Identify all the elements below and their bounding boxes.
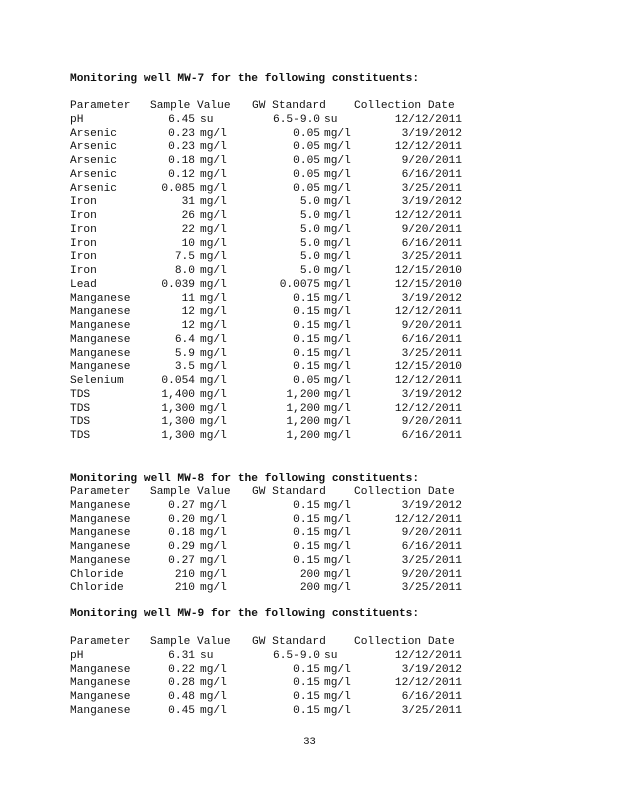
gw-standard-cell: 0.15 (293, 527, 320, 540)
gw-standard-unit-cell: mg/l (324, 499, 351, 512)
sample-unit-cell: mg/l (200, 663, 227, 676)
table-row (70, 582, 470, 596)
table-row (70, 183, 470, 197)
sample-unit-cell: mg/l (200, 306, 227, 319)
table-row (70, 306, 470, 320)
table-row (70, 650, 470, 664)
collection-date-cell: 9/20/2011 (401, 568, 462, 581)
table-row (70, 320, 470, 334)
gw-standard-cell: 6.5-9.0 (273, 649, 320, 662)
sample-unit-cell: mg/l (200, 251, 227, 264)
collection-date-cell: 3/19/2012 (401, 196, 462, 209)
sample-value-cell: 0.22 (168, 663, 195, 676)
collection-date-cell: 3/25/2011 (401, 347, 462, 360)
collection-date-cell: 9/20/2011 (401, 320, 462, 332)
collection-date-cell: 12/15/2010 (394, 278, 462, 291)
gw-standard-unit-cell: mg/l (324, 292, 351, 305)
table-mw7 (70, 100, 470, 444)
parameter-cell: Arsenic (70, 155, 117, 167)
sample-value-cell: 22 (181, 223, 195, 236)
sample-unit-cell: mg/l (200, 388, 227, 401)
collection-date-cell: 12/12/2011 (394, 141, 462, 154)
collection-date-cell: 9/20/2011 (401, 527, 462, 540)
collection-date-cell: 3/25/2011 (401, 582, 462, 595)
collection-date-cell: 12/12/2011 (394, 649, 462, 662)
parameter-cell: Iron (70, 223, 97, 236)
parameter-cell: Manganese (70, 541, 131, 553)
gw-standard-cell: 0.15 (293, 320, 320, 332)
collection-date-cell: 3/19/2012 (401, 499, 462, 512)
sample-value-cell: 26 (181, 210, 195, 222)
table-row (70, 224, 470, 238)
parameter-cell: Manganese (70, 513, 131, 526)
table-row (70, 155, 470, 169)
table-row (70, 361, 470, 375)
table-row (70, 705, 470, 719)
sample-unit-cell: mg/l (200, 361, 227, 374)
parameter-cell: pH (70, 113, 84, 126)
sample-unit-cell: mg/l (200, 568, 227, 581)
gw-standard-cell: 0.15 (293, 333, 320, 346)
sample-value-cell: 12 (181, 320, 195, 332)
table-row (70, 265, 470, 279)
gw-standard-unit-cell: mg/l (324, 388, 351, 401)
gw-standard-unit-cell: mg/l (324, 554, 351, 567)
collection-date-cell: 6/16/2011 (401, 237, 462, 250)
gw-standard-unit-cell: mg/l (324, 663, 351, 676)
gw-standard-cell: 0.15 (293, 306, 320, 319)
table-row (70, 514, 470, 528)
gw-standard-unit-cell: mg/l (324, 677, 351, 690)
gw-standard-cell: 5.0 (299, 196, 320, 209)
sample-unit-cell: mg/l (200, 677, 227, 690)
sample-value-cell: 0.039 (161, 278, 195, 291)
gw-standard-cell: 0.05 (293, 168, 320, 181)
sample-unit-cell: mg/l (200, 430, 227, 442)
sample-value-cell: 0.48 (168, 691, 195, 703)
gw-standard-cell: 0.05 (293, 375, 320, 387)
gw-standard-cell: 0.15 (293, 513, 320, 526)
sample-unit-cell: mg/l (200, 554, 227, 567)
parameter-cell: Chloride (70, 582, 124, 595)
collection-date-cell: 6/16/2011 (401, 541, 462, 553)
gw-standard-cell: 0.15 (293, 691, 320, 703)
parameter-cell: pH (70, 649, 84, 662)
gw-standard-cell: 1,200 (286, 388, 320, 401)
parameter-cell: Iron (70, 251, 97, 264)
parameter-cell: Manganese (70, 361, 131, 374)
table-row (70, 293, 470, 307)
sample-unit-cell: mg/l (200, 402, 227, 415)
parameter-cell: Manganese (70, 333, 131, 346)
collection-date-cell: 3/19/2012 (401, 388, 462, 401)
parameter-cell: Chloride (70, 568, 124, 581)
gw-standard-cell: 0.05 (293, 127, 320, 140)
column-header: Sample Value (150, 486, 231, 498)
parameter-cell: Manganese (70, 554, 131, 567)
table-row (70, 527, 470, 541)
gw-standard-cell: 0.15 (293, 541, 320, 553)
collection-date-cell: 12/12/2011 (394, 375, 462, 387)
gw-standard-unit-cell: mg/l (324, 320, 351, 332)
collection-date-cell: 12/12/2011 (394, 513, 462, 526)
table-header (70, 100, 470, 114)
gw-standard-unit-cell: mg/l (324, 430, 351, 442)
gw-standard-cell: 5.0 (299, 265, 320, 277)
gw-standard-cell: 0.15 (293, 347, 320, 360)
gw-standard-cell: 0.05 (293, 141, 320, 154)
collection-date-cell: 6/16/2011 (401, 168, 462, 181)
sample-unit-cell: mg/l (200, 691, 227, 703)
gw-standard-unit-cell: mg/l (324, 168, 351, 181)
sample-unit-cell: mg/l (200, 704, 227, 717)
gw-standard-unit-cell: mg/l (324, 704, 351, 717)
sample-value-cell: 1,300 (161, 402, 195, 415)
column-header: GW Standard (252, 486, 326, 498)
column-header: Collection Date (354, 636, 455, 648)
parameter-cell: Arsenic (70, 141, 117, 154)
table-row (70, 279, 470, 293)
collection-date-cell: 9/20/2011 (401, 223, 462, 236)
collection-date-cell: 6/16/2011 (401, 333, 462, 346)
sample-value-cell: 0.12 (168, 168, 195, 181)
collection-date-cell: 9/20/2011 (401, 155, 462, 167)
parameter-cell: TDS (70, 416, 91, 429)
gw-standard-cell: 1,200 (286, 402, 320, 415)
parameter-cell: Manganese (70, 320, 131, 332)
gw-standard-cell: 5.0 (299, 210, 320, 222)
section-title-mw7: Monitoring well MW-7 for the following constituents: (70, 73, 420, 85)
gw-standard-unit-cell: mg/l (324, 278, 351, 291)
collection-date-cell: 12/12/2011 (394, 677, 462, 690)
gw-standard-cell: 1,200 (286, 416, 320, 429)
sample-unit-cell: mg/l (200, 541, 227, 553)
section-title-mw8: Monitoring well MW-8 for the following constituents: (70, 473, 420, 485)
sample-value-cell: 0.18 (168, 155, 195, 167)
sample-value-cell: 8.0 (174, 265, 195, 277)
gw-standard-unit-cell: mg/l (324, 306, 351, 319)
sample-value-cell: 0.23 (168, 127, 195, 140)
table-row (70, 430, 470, 444)
sample-unit-cell: mg/l (200, 127, 227, 140)
sample-value-cell: 6.31 (168, 649, 195, 662)
collection-date-cell: 3/25/2011 (401, 182, 462, 195)
collection-date-cell: 6/16/2011 (401, 691, 462, 703)
parameter-cell: Iron (70, 196, 97, 209)
table-header (70, 486, 470, 500)
gw-standard-unit-cell: mg/l (324, 223, 351, 236)
parameter-cell: Arsenic (70, 127, 117, 140)
gw-standard-unit-cell: mg/l (324, 691, 351, 703)
sample-value-cell: 6.45 (168, 113, 195, 126)
column-header: Sample Value (150, 100, 231, 112)
table-row (70, 555, 470, 569)
collection-date-cell: 3/25/2011 (401, 554, 462, 567)
gw-standard-unit-cell: mg/l (324, 251, 351, 264)
gw-standard-cell: 200 (299, 568, 320, 581)
collection-date-cell: 3/19/2012 (401, 663, 462, 676)
sample-value-cell: 12 (181, 306, 195, 319)
gw-standard-cell: 0.15 (293, 663, 320, 676)
collection-date-cell: 12/12/2011 (394, 402, 462, 415)
sample-value-cell: 10 (181, 237, 195, 250)
table-row (70, 500, 470, 514)
parameter-cell: Arsenic (70, 182, 117, 195)
collection-date-cell: 12/12/2011 (394, 210, 462, 222)
gw-standard-unit-cell: mg/l (324, 513, 351, 526)
sample-unit-cell: mg/l (200, 513, 227, 526)
gw-standard-cell: 0.15 (293, 704, 320, 717)
gw-standard-cell: 0.05 (293, 182, 320, 195)
table-row (70, 541, 470, 555)
table-row (70, 169, 470, 183)
gw-standard-cell: 5.0 (299, 251, 320, 264)
gw-standard-unit-cell: mg/l (324, 333, 351, 346)
table-row (70, 334, 470, 348)
sample-value-cell: 0.054 (161, 375, 195, 387)
sample-value-cell: 0.45 (168, 704, 195, 717)
sample-value-cell: 31 (181, 196, 195, 209)
gw-standard-cell: 0.15 (293, 554, 320, 567)
gw-standard-unit-cell: mg/l (324, 210, 351, 222)
collection-date-cell: 12/15/2010 (394, 361, 462, 374)
table-row (70, 677, 470, 691)
parameter-cell: Manganese (70, 499, 131, 512)
sample-unit-cell: mg/l (200, 141, 227, 154)
gw-standard-cell: 200 (299, 582, 320, 595)
sample-unit-cell: mg/l (200, 155, 227, 167)
table-row (70, 389, 470, 403)
sample-unit-cell: mg/l (200, 278, 227, 291)
parameter-cell: Manganese (70, 704, 131, 717)
sample-value-cell: 210 (174, 568, 195, 581)
parameter-cell: Manganese (70, 527, 131, 540)
sample-unit-cell: mg/l (200, 320, 227, 332)
column-header: Parameter (70, 100, 131, 112)
sample-value-cell: 1,300 (161, 430, 195, 442)
gw-standard-unit-cell: mg/l (324, 182, 351, 195)
sample-value-cell: 6.4 (174, 333, 195, 346)
collection-date-cell: 9/20/2011 (401, 416, 462, 429)
sample-value-cell: 0.27 (168, 499, 195, 512)
gw-standard-cell: 0.0075 (279, 278, 320, 291)
table-row (70, 569, 470, 583)
parameter-cell: Manganese (70, 663, 131, 676)
page-number: 33 (303, 736, 316, 748)
table-row (70, 114, 470, 128)
sample-value-cell: 0.085 (161, 182, 195, 195)
table-row (70, 348, 470, 362)
gw-standard-unit-cell: su (324, 649, 338, 662)
table-header (70, 636, 470, 650)
table-row (70, 196, 470, 210)
table-row (70, 691, 470, 705)
table-mw8 (70, 486, 470, 596)
gw-standard-cell: 0.15 (293, 361, 320, 374)
gw-standard-unit-cell: su (324, 113, 338, 126)
sample-value-cell: 0.28 (168, 677, 195, 690)
sample-value-cell: 11 (181, 292, 195, 305)
gw-standard-unit-cell: mg/l (324, 237, 351, 250)
gw-standard-unit-cell: mg/l (324, 582, 351, 595)
collection-date-cell: 12/12/2011 (394, 113, 462, 126)
sample-value-cell: 0.20 (168, 513, 195, 526)
collection-date-cell: 6/16/2011 (401, 430, 462, 442)
gw-standard-unit-cell: mg/l (324, 155, 351, 167)
column-header: Collection Date (354, 486, 455, 498)
sample-value-cell: 3.5 (174, 361, 195, 374)
column-header: Parameter (70, 486, 131, 498)
gw-standard-unit-cell: mg/l (324, 265, 351, 277)
gw-standard-unit-cell: mg/l (324, 416, 351, 429)
gw-standard-unit-cell: mg/l (324, 196, 351, 209)
table-row (70, 251, 470, 265)
gw-standard-cell: 0.15 (293, 677, 320, 690)
sample-unit-cell: mg/l (200, 196, 227, 209)
sample-unit-cell: mg/l (200, 582, 227, 595)
parameter-cell: Iron (70, 265, 97, 277)
collection-date-cell: 12/15/2010 (394, 265, 462, 277)
sample-unit-cell: mg/l (200, 223, 227, 236)
sample-unit-cell: mg/l (200, 292, 227, 305)
parameter-cell: TDS (70, 388, 91, 401)
gw-standard-cell: 0.05 (293, 155, 320, 167)
sample-unit-cell: mg/l (200, 168, 227, 181)
sample-unit-cell: mg/l (200, 527, 227, 540)
parameter-cell: Manganese (70, 306, 131, 319)
parameter-cell: Iron (70, 237, 97, 250)
table-row (70, 128, 470, 142)
parameter-cell: Lead (70, 278, 97, 291)
parameter-cell: Arsenic (70, 168, 117, 181)
gw-standard-cell: 0.15 (293, 292, 320, 305)
collection-date-cell: 12/12/2011 (394, 306, 462, 319)
sample-value-cell: 0.27 (168, 554, 195, 567)
sample-value-cell: 7.5 (174, 251, 195, 264)
column-header: GW Standard (252, 100, 326, 112)
table-row (70, 210, 470, 224)
gw-standard-unit-cell: mg/l (324, 568, 351, 581)
column-header: Collection Date (354, 100, 455, 112)
collection-date-cell: 3/19/2012 (401, 127, 462, 140)
sample-value-cell: 5.9 (174, 347, 195, 360)
table-row (70, 238, 470, 252)
gw-standard-unit-cell: mg/l (324, 347, 351, 360)
table-row (70, 403, 470, 417)
sample-unit-cell: mg/l (200, 416, 227, 429)
table-row (70, 141, 470, 155)
collection-date-cell: 3/25/2011 (401, 704, 462, 717)
sample-unit-cell: mg/l (200, 333, 227, 346)
sample-value-cell: 0.18 (168, 527, 195, 540)
parameter-cell: Manganese (70, 691, 131, 703)
sample-unit-cell: mg/l (200, 265, 227, 277)
sample-value-cell: 1,400 (161, 388, 195, 401)
sample-unit-cell: mg/l (200, 237, 227, 250)
sample-unit-cell: mg/l (200, 347, 227, 360)
column-header: Sample Value (150, 636, 231, 648)
sample-value-cell: 0.23 (168, 141, 195, 154)
collection-date-cell: 3/25/2011 (401, 251, 462, 264)
gw-standard-unit-cell: mg/l (324, 141, 351, 154)
parameter-cell: Manganese (70, 347, 131, 360)
column-header: Parameter (70, 636, 131, 648)
gw-standard-unit-cell: mg/l (324, 541, 351, 553)
parameter-cell: Selenium (70, 375, 124, 387)
collection-date-cell: 3/19/2012 (401, 292, 462, 305)
column-header: GW Standard (252, 636, 326, 648)
gw-standard-cell: 5.0 (299, 223, 320, 236)
gw-standard-unit-cell: mg/l (324, 402, 351, 415)
gw-standard-cell: 6.5-9.0 (273, 113, 320, 126)
sample-value-cell: 1,300 (161, 416, 195, 429)
sample-unit-cell: mg/l (200, 375, 227, 387)
sample-unit-cell: su (200, 113, 214, 126)
gw-standard-unit-cell: mg/l (324, 375, 351, 387)
table-row (70, 375, 470, 389)
sample-value-cell: 0.29 (168, 541, 195, 553)
parameter-cell: Manganese (70, 292, 131, 305)
sample-unit-cell: mg/l (200, 210, 227, 222)
sample-unit-cell: mg/l (200, 499, 227, 512)
parameter-cell: TDS (70, 430, 91, 442)
gw-standard-unit-cell: mg/l (324, 127, 351, 140)
sample-value-cell: 210 (174, 582, 195, 595)
gw-standard-unit-cell: mg/l (324, 361, 351, 374)
table-mw9 (70, 636, 470, 719)
gw-standard-unit-cell: mg/l (324, 527, 351, 540)
table-row (70, 416, 470, 430)
table-row (70, 664, 470, 678)
section-title-mw9: Monitoring well MW-9 for the following constituents: (70, 608, 420, 620)
parameter-cell: TDS (70, 402, 91, 415)
parameter-cell: Manganese (70, 677, 131, 690)
gw-standard-cell: 5.0 (299, 237, 320, 250)
gw-standard-cell: 0.15 (293, 499, 320, 512)
sample-unit-cell: mg/l (200, 182, 227, 195)
parameter-cell: Iron (70, 210, 97, 222)
gw-standard-cell: 1,200 (286, 430, 320, 442)
sample-unit-cell: su (200, 649, 214, 662)
